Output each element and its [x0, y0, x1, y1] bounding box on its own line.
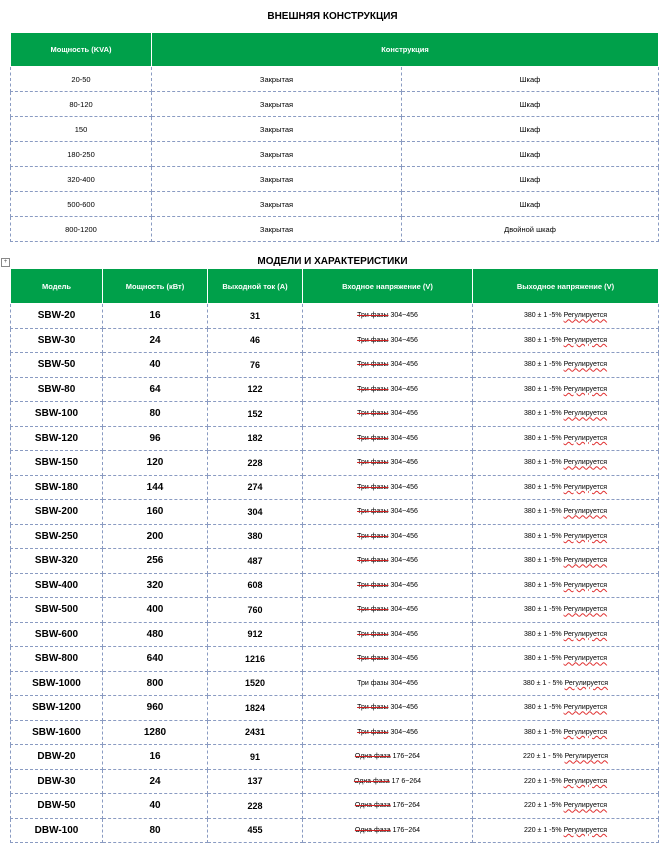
- cell-output-voltage: [473, 377, 659, 402]
- cell-output-voltage: [473, 475, 659, 500]
- table-row: [11, 769, 659, 794]
- output-value-text: 380 ± 1 -5%: [523, 704, 564, 712]
- cell-model: SBW-20: [11, 304, 103, 329]
- cell-cabinet-form: Шкаф: [402, 142, 659, 167]
- input-range-text: 176~264: [390, 802, 421, 810]
- cell-model: SBW-1200: [11, 696, 103, 721]
- input-range-text: 304~456: [388, 606, 418, 614]
- cell-power-kw: 80: [103, 818, 208, 843]
- output-value-text: 380 ± 1 -5%: [523, 385, 564, 393]
- cell-output-current: 304: [208, 500, 303, 525]
- output-value-text: 380 ± 1 - 5%: [522, 679, 565, 687]
- cell-cabinet-form: Шкаф: [402, 167, 659, 192]
- output-value-text: 380 ± 1 -5%: [523, 483, 564, 491]
- cell-model: SBW-600: [11, 622, 103, 647]
- cell-output-voltage: [473, 549, 659, 574]
- cell-power-kw: 80: [103, 402, 208, 427]
- table-row: [11, 402, 659, 427]
- cell-output-voltage: [473, 818, 659, 843]
- header-output-voltage: Выходное напряжение (V): [473, 269, 659, 304]
- cell-power-kw: 800: [103, 671, 208, 696]
- cell-input-voltage: [303, 818, 473, 843]
- cell-power-range: 20-50: [11, 67, 152, 92]
- cell-input-voltage: [303, 402, 473, 427]
- cell-input-voltage: [303, 377, 473, 402]
- cell-input-voltage: [303, 524, 473, 549]
- table-row: [11, 696, 659, 721]
- output-adjustable-text: Регулируется: [563, 361, 608, 369]
- cell-output-voltage: [473, 647, 659, 672]
- cell-model: SBW-50: [11, 353, 103, 378]
- output-adjustable-text: Регулируется: [563, 802, 608, 810]
- construction-table: [10, 32, 659, 242]
- cell-output-voltage: [473, 451, 659, 476]
- cell-power-kw: 144: [103, 475, 208, 500]
- input-range-text: 304~456: [388, 508, 418, 516]
- output-value-text: 380 ± 1 -5%: [523, 312, 564, 320]
- output-adjustable-text: Регулируется: [563, 385, 608, 393]
- table-row: [11, 622, 659, 647]
- cell-output-voltage: [473, 671, 659, 696]
- cell-model: SBW-180: [11, 475, 103, 500]
- cell-input-voltage: [303, 794, 473, 819]
- cell-power-kw: 120: [103, 451, 208, 476]
- cell-output-current: 91: [208, 745, 303, 770]
- cell-output-voltage: [473, 328, 659, 353]
- output-value-text: 380 ± 1 -5%: [523, 655, 564, 663]
- cell-power-kw: 400: [103, 598, 208, 623]
- cell-power-kw: 1280: [103, 720, 208, 745]
- cell-model: SBW-1600: [11, 720, 103, 745]
- table-row: [11, 524, 659, 549]
- cell-output-voltage: [473, 573, 659, 598]
- cell-output-current: 274: [208, 475, 303, 500]
- output-value-text: 380 ± 1 -5%: [523, 336, 564, 344]
- cell-output-voltage: [473, 353, 659, 378]
- output-adjustable-text: Регулируется: [563, 532, 608, 540]
- output-value-text: 220 ± 1 - 5%: [522, 753, 565, 761]
- cell-output-current: 487: [208, 549, 303, 574]
- input-range-text: 304~456: [388, 434, 418, 442]
- cell-model: SBW-120: [11, 426, 103, 451]
- input-phase-text: Три фазы: [357, 655, 389, 663]
- cell-model: DBW-20: [11, 745, 103, 770]
- cell-output-current: 31: [208, 304, 303, 329]
- cell-input-voltage: [303, 769, 473, 794]
- cell-cabinet-form: Шкаф: [402, 117, 659, 142]
- table-row: [11, 818, 659, 843]
- cell-input-voltage: [303, 500, 473, 525]
- cell-power-kw: 40: [103, 794, 208, 819]
- cell-input-voltage: [303, 671, 473, 696]
- cell-input-voltage: [303, 647, 473, 672]
- output-adjustable-text: Регулируется: [563, 655, 608, 663]
- cell-output-current: 1520: [208, 671, 303, 696]
- cell-output-voltage: [473, 696, 659, 721]
- output-adjustable-text: Регулируется: [563, 336, 608, 344]
- header-construction: Конструкция: [152, 33, 659, 67]
- cell-model: DBW-50: [11, 794, 103, 819]
- cell-output-current: 380: [208, 524, 303, 549]
- table-row: [11, 745, 659, 770]
- input-phase-text: Три фазы: [357, 728, 389, 736]
- table-row: [11, 142, 659, 167]
- cell-output-current: 46: [208, 328, 303, 353]
- cell-output-current: 122: [208, 377, 303, 402]
- cell-power-kw: 16: [103, 745, 208, 770]
- cell-model: SBW-400: [11, 573, 103, 598]
- output-adjustable-text: Регулируется: [563, 483, 608, 491]
- input-range-text: 304~456: [388, 361, 418, 369]
- cell-output-voltage: [473, 304, 659, 329]
- table-row: [11, 647, 659, 672]
- input-phase-text: Три фазы: [357, 679, 389, 687]
- table-row: [11, 377, 659, 402]
- cell-model: SBW-200: [11, 500, 103, 525]
- input-phase-text: Три фазы: [357, 361, 389, 369]
- cell-output-current: 182: [208, 426, 303, 451]
- cell-cabinet-form: Шкаф: [402, 67, 659, 92]
- cell-input-voltage: [303, 745, 473, 770]
- cell-output-current: 76: [208, 353, 303, 378]
- table-row: [11, 549, 659, 574]
- input-range-text: 304~456: [388, 557, 418, 565]
- cell-model: DBW-100: [11, 818, 103, 843]
- cell-enclosure-type: Закрытая: [152, 217, 402, 242]
- cell-power-range: 320-400: [11, 167, 152, 192]
- cell-enclosure-type: Закрытая: [152, 67, 402, 92]
- cell-output-current: 1824: [208, 696, 303, 721]
- input-range-text: 304~456: [388, 336, 418, 344]
- cell-input-voltage: [303, 451, 473, 476]
- input-range-text: 304~456: [388, 728, 418, 736]
- cell-input-voltage: [303, 622, 473, 647]
- cell-output-voltage: [473, 598, 659, 623]
- cell-cabinet-form: Двойной шкаф: [402, 217, 659, 242]
- cell-input-voltage: [303, 696, 473, 721]
- cell-input-voltage: [303, 304, 473, 329]
- output-adjustable-text: Регулируется: [563, 459, 608, 467]
- table-row: [11, 794, 659, 819]
- table-row: [11, 451, 659, 476]
- cell-output-voltage: [473, 622, 659, 647]
- output-value-text: 380 ± 1 -5%: [523, 508, 564, 516]
- cell-input-voltage: [303, 328, 473, 353]
- cell-power-range: 180-250: [11, 142, 152, 167]
- output-adjustable-text: Регулируется: [563, 826, 608, 834]
- output-adjustable-text: Регулируется: [563, 606, 608, 614]
- cell-input-voltage: [303, 598, 473, 623]
- input-phase-text: Три фазы: [357, 704, 389, 712]
- cell-input-voltage: [303, 549, 473, 574]
- cell-input-voltage: [303, 720, 473, 745]
- output-value-text: 380 ± 1 -5%: [523, 459, 564, 467]
- cell-output-current: 228: [208, 794, 303, 819]
- input-phase-text: Три фазы: [357, 385, 389, 393]
- cell-cabinet-form: Шкаф: [402, 92, 659, 117]
- cell-power-kw: 96: [103, 426, 208, 451]
- output-value-text: 380 ± 1 -5%: [523, 532, 564, 540]
- cell-power-range: 80-120: [11, 92, 152, 117]
- cell-power-kw: 64: [103, 377, 208, 402]
- cell-output-voltage: [473, 794, 659, 819]
- cell-output-current: 137: [208, 769, 303, 794]
- input-phase-text: Одна фаза: [353, 777, 390, 785]
- table-row: [11, 671, 659, 696]
- cell-output-current: 608: [208, 573, 303, 598]
- output-adjustable-text: Регулируется: [563, 508, 608, 516]
- cell-power-kw: 16: [103, 304, 208, 329]
- output-value-text: 380 ± 1 -5%: [523, 606, 564, 614]
- table-row: [11, 328, 659, 353]
- input-phase-text: Три фазы: [357, 410, 389, 418]
- cell-output-current: 760: [208, 598, 303, 623]
- output-value-text: 380 ± 1 -5%: [523, 728, 564, 736]
- output-value-text: 380 ± 1 -5%: [523, 410, 564, 418]
- input-range-text: 304~456: [388, 532, 418, 540]
- input-phase-text: Три фазы: [357, 483, 389, 491]
- table-row: [11, 217, 659, 242]
- cell-model: SBW-100: [11, 402, 103, 427]
- cell-output-voltage: [473, 769, 659, 794]
- input-phase-text: Одна фаза: [354, 826, 391, 834]
- cell-power-range: 800-1200: [11, 217, 152, 242]
- input-phase-text: Три фазы: [357, 581, 389, 589]
- cell-enclosure-type: Закрытая: [152, 192, 402, 217]
- cell-power-kw: 200: [103, 524, 208, 549]
- output-value-text: 220 ± 1 -5%: [523, 802, 564, 810]
- header-input-voltage: Входное напряжение (V): [303, 269, 473, 304]
- cell-input-voltage: [303, 353, 473, 378]
- header-power-kw: Мощность (кВт): [103, 269, 208, 304]
- cell-output-current: 152: [208, 402, 303, 427]
- cell-output-current: 2431: [208, 720, 303, 745]
- construction-table-title: ВНЕШНЯЯ КОНСТРУКЦИЯ: [267, 11, 398, 22]
- cell-power-range: 500-600: [11, 192, 152, 217]
- cell-output-voltage: [473, 720, 659, 745]
- cell-power-range: 150: [11, 117, 152, 142]
- cell-model: SBW-150: [11, 451, 103, 476]
- cell-power-kw: 256: [103, 549, 208, 574]
- cell-output-voltage: [473, 524, 659, 549]
- cell-model: DBW-30: [11, 769, 103, 794]
- output-adjustable-text: Регулируется: [564, 679, 609, 687]
- models-table: [10, 268, 659, 843]
- cell-enclosure-type: Закрытая: [152, 142, 402, 167]
- input-range-text: 304~456: [388, 704, 418, 712]
- cell-output-voltage: [473, 500, 659, 525]
- input-range-text: 304~456: [388, 483, 418, 491]
- input-phase-text: Одна фаза: [354, 802, 391, 810]
- input-range-text: 304~456: [388, 459, 418, 467]
- input-phase-text: Три фазы: [357, 312, 389, 320]
- table-row: [11, 304, 659, 329]
- cell-model: SBW-800: [11, 647, 103, 672]
- cell-power-kw: 24: [103, 769, 208, 794]
- input-range-text: 304~456: [388, 630, 418, 638]
- header-output-current: Выходной ток (A): [208, 269, 303, 304]
- output-value-text: 380 ± 1 -5%: [523, 581, 564, 589]
- cell-power-kw: 960: [103, 696, 208, 721]
- output-adjustable-text: Регулируется: [563, 557, 608, 565]
- output-value-text: 380 ± 1 -5%: [523, 630, 564, 638]
- cell-power-kw: 480: [103, 622, 208, 647]
- input-range-text: 304~456: [388, 655, 418, 663]
- output-adjustable-text: Регулируется: [563, 434, 608, 442]
- cell-output-current: 455: [208, 818, 303, 843]
- header-model: Модель: [11, 269, 103, 304]
- cell-enclosure-type: Закрытая: [152, 92, 402, 117]
- cell-model: SBW-80: [11, 377, 103, 402]
- input-range-text: 304~456: [388, 679, 418, 687]
- input-range-text: 176~264: [390, 753, 421, 761]
- table-row: [11, 500, 659, 525]
- table-row: [11, 117, 659, 142]
- output-adjustable-text: Регулируется: [563, 312, 608, 320]
- input-range-text: 176~264: [390, 826, 421, 834]
- header-power-kva: Мощность (KVA): [11, 33, 152, 67]
- output-adjustable-text: Регулируется: [563, 581, 608, 589]
- input-phase-text: Три фазы: [357, 336, 389, 344]
- input-phase-text: Три фазы: [357, 557, 389, 565]
- cell-input-voltage: [303, 573, 473, 598]
- table-row: [11, 598, 659, 623]
- table-row: [11, 353, 659, 378]
- input-phase-text: Одна фаза: [354, 753, 391, 761]
- table-row: [11, 92, 659, 117]
- cell-input-voltage: [303, 426, 473, 451]
- output-value-text: 380 ± 1 -5%: [523, 557, 564, 565]
- input-range-text: 304~456: [388, 410, 418, 418]
- cell-output-current: 228: [208, 451, 303, 476]
- table-row: [11, 426, 659, 451]
- cell-model: SBW-1000: [11, 671, 103, 696]
- cell-cabinet-form: Шкаф: [402, 192, 659, 217]
- input-phase-text: Три фазы: [357, 606, 389, 614]
- cell-model: SBW-30: [11, 328, 103, 353]
- output-adjustable-text: Регулируется: [563, 630, 608, 638]
- table-row: [11, 475, 659, 500]
- table-row: [11, 67, 659, 92]
- cell-enclosure-type: Закрытая: [152, 117, 402, 142]
- cell-power-kw: 160: [103, 500, 208, 525]
- cell-output-current: 1216: [208, 647, 303, 672]
- input-range-text: 17 6~264: [389, 777, 422, 785]
- table-row: [11, 192, 659, 217]
- input-range-text: 304~456: [388, 385, 418, 393]
- cell-power-kw: 320: [103, 573, 208, 598]
- output-adjustable-text: Регулируется: [563, 704, 608, 712]
- table-row: [11, 720, 659, 745]
- table-row: [11, 573, 659, 598]
- cell-enclosure-type: Закрытая: [152, 167, 402, 192]
- output-adjustable-text: Регулируется: [564, 753, 609, 761]
- cell-model: SBW-320: [11, 549, 103, 574]
- cell-model: SBW-250: [11, 524, 103, 549]
- output-adjustable-text: Регулируется: [563, 777, 608, 785]
- table-row: [11, 167, 659, 192]
- input-phase-text: Три фазы: [357, 630, 389, 638]
- models-table-title: МОДЕЛИ И ХАРАКТЕРИСТИКИ: [257, 256, 408, 267]
- cell-model: SBW-500: [11, 598, 103, 623]
- cell-input-voltage: [303, 475, 473, 500]
- output-value-text: 220 ± 1 -5%: [523, 777, 564, 785]
- output-value-text: 380 ± 1 -5%: [523, 434, 564, 442]
- input-phase-text: Три фазы: [357, 434, 389, 442]
- cell-output-voltage: [473, 426, 659, 451]
- table-move-handle-icon[interactable]: +: [1, 258, 10, 267]
- output-adjustable-text: Регулируется: [563, 410, 608, 418]
- cell-power-kw: 40: [103, 353, 208, 378]
- cell-power-kw: 640: [103, 647, 208, 672]
- cell-output-current: 912: [208, 622, 303, 647]
- input-phase-text: Три фазы: [357, 508, 389, 516]
- input-phase-text: Три фазы: [357, 459, 389, 467]
- output-value-text: 220 ± 1 -5%: [523, 826, 564, 834]
- cell-power-kw: 24: [103, 328, 208, 353]
- cell-output-voltage: [473, 745, 659, 770]
- input-range-text: 304~456: [388, 581, 418, 589]
- output-value-text: 380 ± 1 -5%: [523, 361, 564, 369]
- output-adjustable-text: Регулируется: [563, 728, 608, 736]
- input-range-text: 304~456: [388, 312, 418, 320]
- input-phase-text: Три фазы: [357, 532, 389, 540]
- cell-output-voltage: [473, 402, 659, 427]
